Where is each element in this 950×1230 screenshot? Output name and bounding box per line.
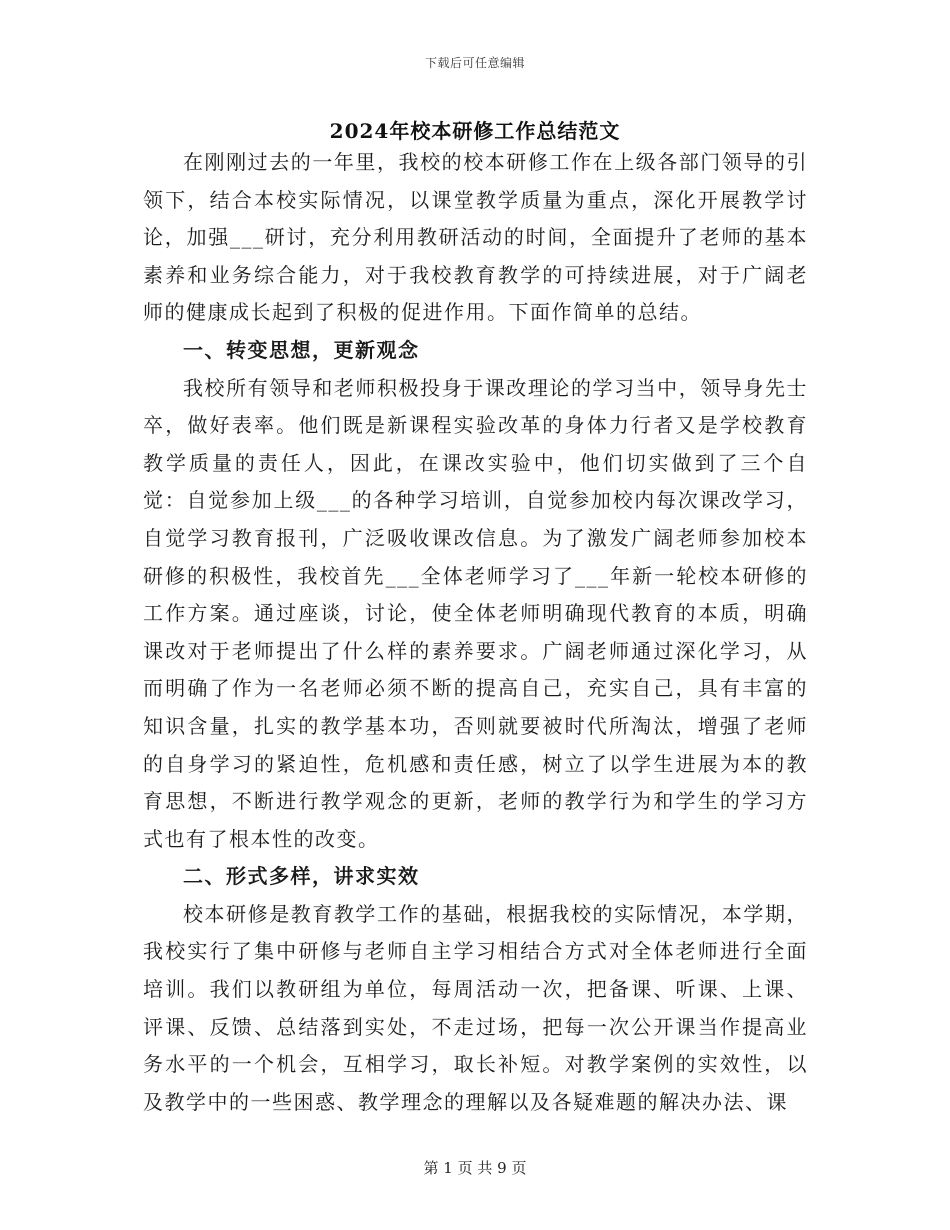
paragraph-intro: 在刚刚过去的一年里，我校的校本研修工作在上级各部门领导的引领下，结合本校实际情况，以课堂教学质量为重点，深化开展教学讨论，加强___研讨，充分利用教研活动的时间，全面提升了老师的基本素养和业务综合能力，对于我校教育教学的可持续进展，对于广阔老师的健康成长起到了积极的促进作用。下面作简单的总结。 — [143, 150, 808, 325]
section-heading-1: 一、转变思想，更新观念 — [183, 337, 420, 362]
paragraph-section-1: 我校所有领导和老师积极投身于课改理论的学习当中，领导身先士卒，做好表率。他们既是新课程实验改革的身体力行者又是学校教育教学质量的责任人，因此，在课改实验中，他们切实做到了三个自觉：自觉参加上级___的各种学习培训，自觉参加校内每次课改学习，自觉学习教育报刊，广泛吸收课改信息。为了激发广阔老师参加校本研修的积极性，我校首先___全体老师学习了___年新一轮校本研修的工作方案。通过座谈，讨论，使全体老师明确现代教育的本质，明确课改对于老师提出了什么样的素养要求。广阔老师通过深化学习，从而明确了作为一名老师必须不断的提高自己，充实自己，具有丰富的知识含量，扎实的教学基本功，否则就要被时代所淘汰，增强了老师的自身学习的紧迫性，危机感和责任感，树立了以学生进展为本的教育思想，不断进行教学观念的更新，老师的教学行为和学生的学习方式也有了根本性的改变。 — [143, 375, 808, 851]
page-header: 下载后可任意编辑 — [424, 56, 525, 70]
section-heading-2: 二、形式多样，讲求实效 — [183, 864, 420, 889]
paragraph-section-2: 校本研修是教育教学工作的基础，根据我校的实际情况，本学期，我校实行了集中研修与老师自主学习相结合方式对全体老师进行全面培训。我们以教研组为单位，每周活动一次，把备课、听课、上课、评课、反馈、总结落到实处，不走过场，把每一次公开课当作提高业务水平的一个机会，互相学习，取长补短。对教学案例的实效性，以及教学中的一些困惑、教学理念的理解以及各疑难题的解决办法、课 — [143, 901, 808, 1114]
document-title: 2024年校本研修工作总结范文 — [329, 119, 621, 143]
page-number: 第 1 页 共 9 页 — [423, 1159, 527, 1177]
document-body — [143, 144, 808, 1121]
